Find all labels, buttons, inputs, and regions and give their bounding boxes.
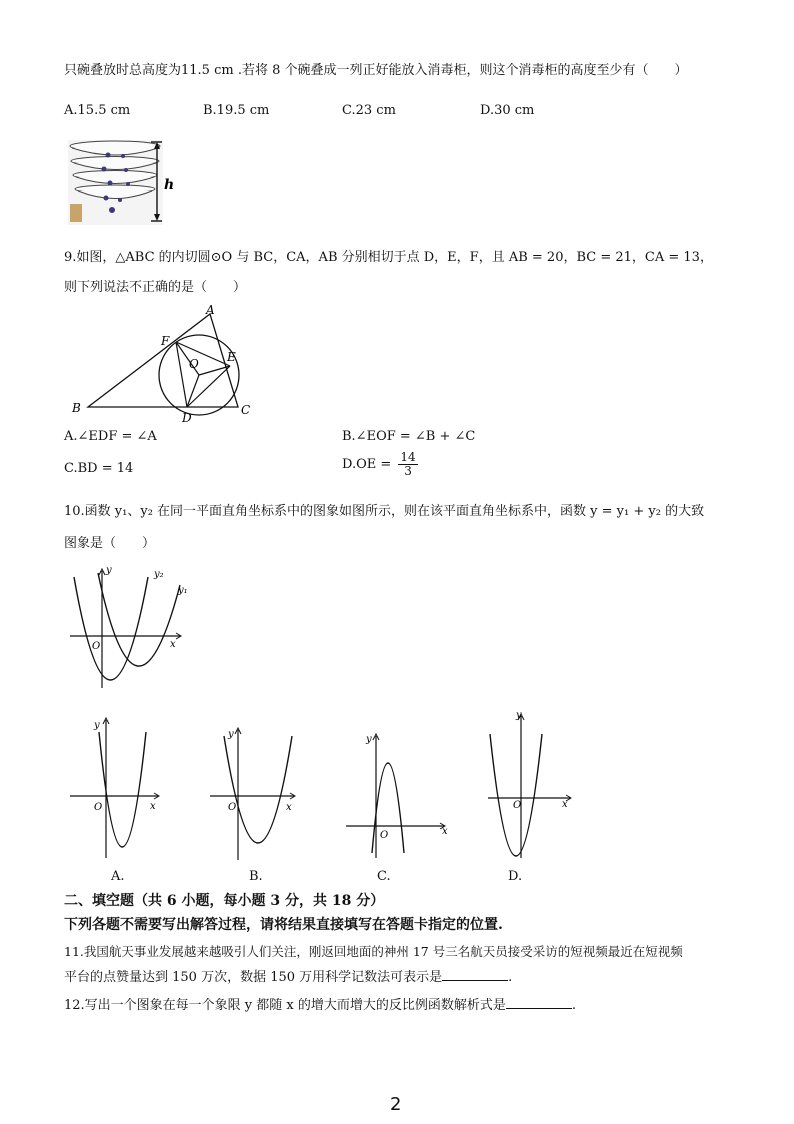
label-C: C xyxy=(241,403,251,417)
q8-stem-tail: 只碗叠放时总高度为11.5 cm .若将 8 个碗叠成一列正好能放入消毒柜，则这个消毒柜的高度至少有（ ） xyxy=(64,63,688,78)
height-label: h xyxy=(164,177,175,193)
label-y1: y₁ xyxy=(178,585,188,596)
y-axis-label: y xyxy=(516,710,522,721)
fraction-denominator: 3 xyxy=(404,464,412,478)
q9-option-a: A.∠EDF = ∠A xyxy=(64,429,157,444)
section2-instruction: 下列各题不需要写出解答过程，请将结果直接填写在答题卡指定的位置. xyxy=(64,917,503,933)
label-A: A xyxy=(206,303,215,317)
q10-choice-d-letter: D. xyxy=(508,869,523,884)
q10-stem-line1: 10.函数 y₁、y₂ 在同一平面直角坐标系中的图象如图所示，则在该平面直角坐标系中，函数 y = y₁ + y₂ 的大致 xyxy=(64,504,705,519)
q8-option-d: D.30 cm xyxy=(480,103,535,118)
page-number: 2 xyxy=(390,1094,402,1115)
q11-line2: 平台的点赞量达到 150 万次，数据 150 万用科学记数法可表示是 xyxy=(64,970,443,985)
label-E: E xyxy=(227,350,236,364)
q11-answer-blank[interactable] xyxy=(442,968,508,981)
q9-stem-line2: 则下列说法不正确的是（ ） xyxy=(64,280,247,295)
q12-text: 12.写出一个图象在每一个象限 y 都随 x 的增大而增大的反比例函数解析式是 xyxy=(64,998,506,1013)
q11-end: . xyxy=(508,970,513,985)
q12-answer-blank[interactable] xyxy=(506,996,572,1009)
x-axis-label: x xyxy=(150,801,156,812)
q12-wrapper xyxy=(64,996,576,1015)
label-O: O xyxy=(189,357,199,371)
label-D: D xyxy=(182,411,192,425)
x-axis-label: x xyxy=(562,799,568,810)
y-axis-label: y xyxy=(366,734,372,745)
y-axis-label: y xyxy=(228,729,234,740)
x-axis-label: x xyxy=(442,826,448,837)
origin-label: O xyxy=(94,802,103,813)
x-axis-label: x xyxy=(170,639,176,650)
q10-graph-b xyxy=(206,720,316,865)
x-axis-label: x xyxy=(286,802,292,813)
origin-label: O xyxy=(228,802,237,813)
q10-graph-d xyxy=(486,708,586,863)
section2-title: 二、填空题（共 6 小题，每小题 3 分，共 18 分） xyxy=(64,893,385,909)
q8-option-b: B.19.5 cm xyxy=(203,103,270,118)
q10-choice-a-letter: A. xyxy=(111,869,125,884)
q10-choice-c-letter: C. xyxy=(377,869,391,884)
q12-end: . xyxy=(571,998,577,1013)
q8-option-c: C.23 cm xyxy=(342,103,396,118)
q11-line1: 11.我国航天事业发展越来越吸引人们关注，刚返回地面的神州 17 号三名航天员接受采访的短视频最近在短视频 xyxy=(64,944,683,959)
q10-stem-line2: 图象是（ ） xyxy=(64,536,156,551)
bowl-stack-figure xyxy=(68,140,188,230)
q10-choice-b-letter: B. xyxy=(249,869,263,884)
q8-option-a: A.15.5 cm xyxy=(64,103,131,118)
q9-option-b: B.∠EOF = ∠B + ∠C xyxy=(342,429,476,444)
q10-graph-a xyxy=(66,712,176,862)
fraction-numerator: 14 xyxy=(400,450,416,464)
y-axis-label: y xyxy=(94,720,100,731)
parabola-curve xyxy=(224,736,292,843)
q11-line2-wrapper xyxy=(64,968,512,987)
label-F: F xyxy=(161,334,170,348)
origin-label: O xyxy=(92,641,101,652)
origin-label: O xyxy=(380,830,389,841)
y-axis-label: y xyxy=(106,565,112,576)
curve-y2 xyxy=(74,577,148,680)
q10-graph-c xyxy=(342,728,457,863)
origin-label: O xyxy=(513,800,522,811)
cup-icon xyxy=(70,204,82,222)
q9-stem-line1: 9.如图，△ABC 的内切圆⊙O 与 BC，CA，AB 分别相切于点 D，E，F，且 AB = 20，BC = 21，CA = 13， xyxy=(64,250,713,265)
q9-option-d xyxy=(342,451,418,478)
parabola-curve xyxy=(490,734,542,856)
label-y2: y₂ xyxy=(154,569,164,580)
q10-main-graph xyxy=(66,563,196,693)
q9-option-c: C.BD = 14 xyxy=(64,461,134,476)
q9-option-d-fraction xyxy=(398,451,417,478)
triangle-incircle-figure xyxy=(64,300,264,425)
label-B: B xyxy=(72,401,81,415)
q9-option-d-prefix: D.OE = xyxy=(342,457,392,472)
